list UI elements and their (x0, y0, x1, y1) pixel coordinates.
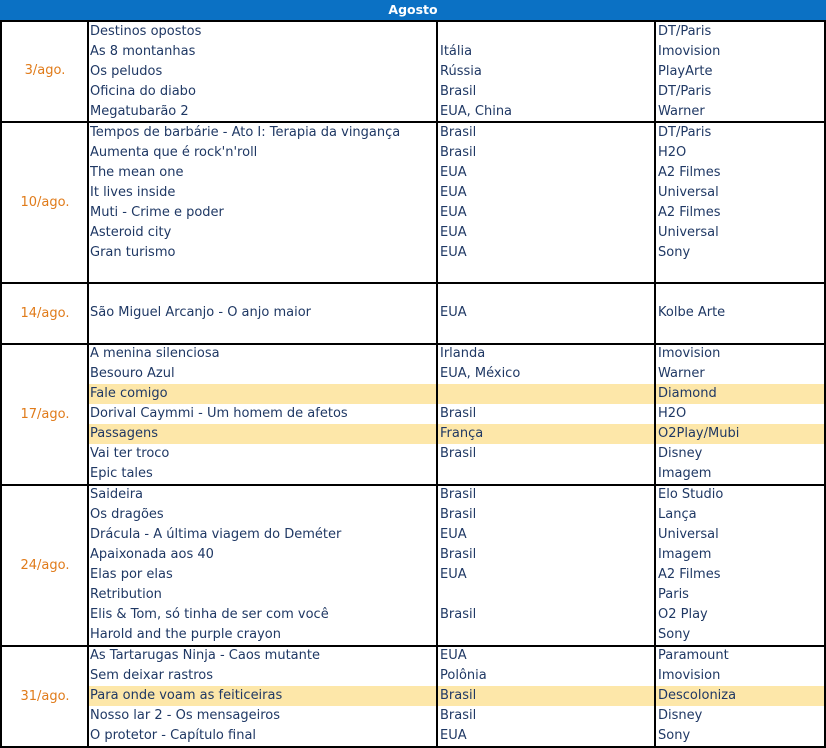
film-title-cell: Tempos de barbárie - Ato I: Terapia da vingança (90, 125, 401, 140)
column-divider (654, 20, 656, 747)
table-row (0, 424, 826, 444)
table-row (0, 666, 826, 686)
distributor-cell: Warner (658, 366, 705, 381)
film-title-cell: A menina silenciosa (90, 346, 220, 361)
film-title-cell: Apaixonada aos 40 (90, 547, 214, 562)
country-cell: EUA (440, 527, 467, 542)
country-cell: EUA (440, 205, 467, 220)
table-row (0, 22, 826, 42)
country-cell: Brasil (440, 547, 477, 562)
table-row (0, 625, 826, 645)
table-row (0, 203, 826, 223)
release-date-cell: 24/ago. (20, 558, 70, 573)
country-cell: EUA (440, 185, 467, 200)
header-divider (0, 20, 826, 22)
release-date-cell: 10/ago. (20, 195, 70, 210)
film-title-cell: Aumenta que é rock'n'roll (90, 145, 258, 160)
table-row (0, 303, 826, 323)
country-cell: Brasil (440, 487, 477, 502)
table-row (0, 143, 826, 163)
film-title-cell: Harold and the purple crayon (90, 627, 281, 642)
table-row (0, 545, 826, 565)
country-cell (440, 625, 653, 645)
table-row (0, 163, 826, 183)
film-title-cell: Destinos opostos (90, 24, 202, 39)
table-row (0, 686, 826, 706)
country-cell: EUA (440, 567, 467, 582)
film-title-cell: It lives inside (90, 185, 176, 200)
film-title-cell: Besouro Azul (90, 366, 175, 381)
distributor-cell: Universal (658, 527, 719, 542)
table-row (0, 123, 826, 143)
distributor-cell: Lança (658, 507, 697, 522)
country-cell: França (440, 426, 484, 441)
country-cell (440, 22, 653, 42)
table-row (0, 525, 826, 545)
distributor-cell: Imagem (658, 547, 712, 562)
country-cell: EUA (440, 305, 467, 320)
distributor-cell: Kolbe Arte (658, 305, 726, 320)
country-cell: Brasil (440, 84, 477, 99)
country-cell: Itália (440, 44, 473, 59)
column-divider (0, 20, 2, 747)
distributor-cell: H2O (658, 145, 687, 160)
table-row (0, 464, 826, 484)
film-title-cell: Os dragões (90, 507, 164, 522)
country-cell: Brasil (440, 446, 477, 461)
country-cell: EUA, China (440, 104, 513, 119)
distributor-cell: Diamond (658, 386, 717, 401)
country-cell: Brasil (440, 607, 477, 622)
table-row (0, 102, 826, 122)
table-row (0, 505, 826, 525)
table-row (0, 404, 826, 424)
country-cell: EUA (440, 728, 467, 743)
distributor-cell: Imovision (658, 44, 721, 59)
distributor-cell: Disney (658, 446, 703, 461)
country-cell: EUA (440, 245, 467, 260)
film-title-cell: Asteroid city (90, 225, 172, 240)
distributor-cell: Descoloniza (658, 688, 737, 703)
film-title-cell: The mean one (90, 165, 184, 180)
release-date-cell: 14/ago. (20, 306, 70, 321)
table-row (0, 565, 826, 585)
table-row (0, 62, 826, 82)
distributor-cell: Disney (658, 708, 703, 723)
distributor-cell: Sony (658, 627, 691, 642)
table-row (0, 344, 826, 364)
film-title-cell: Sem deixar rastros (90, 668, 214, 683)
film-title-cell: Os peludos (90, 64, 163, 79)
table-row (0, 646, 826, 666)
country-cell: Brasil (440, 507, 477, 522)
table-row (0, 585, 826, 605)
distributor-cell: Imagem (658, 466, 712, 481)
country-cell: Brasil (440, 688, 477, 703)
distributor-cell: Paramount (658, 648, 729, 663)
film-title-cell: Dorival Caymmi - Um homem de afetos (90, 406, 348, 421)
film-title-cell: Oficina do diabo (90, 84, 196, 99)
distributor-cell: DT/Paris (658, 125, 712, 140)
column-divider (436, 20, 438, 747)
distributor-cell: DT/Paris (658, 84, 712, 99)
film-title-cell: Retribution (90, 587, 162, 602)
group-divider (0, 282, 826, 284)
film-title-cell: São Miguel Arcanjo - O anjo maior (90, 305, 311, 320)
film-title-cell: O protetor - Capítulo final (90, 728, 257, 743)
distributor-cell: DT/Paris (658, 24, 712, 39)
country-cell: Brasil (440, 708, 477, 723)
country-cell: EUA (440, 165, 467, 180)
film-title-cell: Muti - Crime e poder (90, 205, 224, 220)
country-cell: EUA, México (440, 366, 521, 381)
distributor-cell: O2 Play (658, 607, 708, 622)
table-row (0, 384, 826, 404)
film-title-cell: Elas por elas (90, 567, 173, 582)
release-date-cell: 17/ago. (20, 407, 70, 422)
country-cell: Polônia (440, 668, 487, 683)
distributor-cell: Imovision (658, 346, 721, 361)
table-row (0, 364, 826, 384)
country-cell (440, 384, 653, 404)
distributor-cell: Sony (658, 728, 691, 743)
film-title-cell: Megatubarão 2 (90, 104, 189, 119)
film-title-cell: Epic tales (90, 466, 153, 481)
distributor-cell: O2Play/Mubi (658, 426, 740, 441)
table-row (0, 223, 826, 243)
film-title-cell: Saideira (90, 487, 144, 502)
month-header: Agosto (0, 0, 826, 20)
column-divider (87, 20, 89, 747)
table-row (0, 706, 826, 726)
table-row (0, 183, 826, 203)
country-cell: Brasil (440, 125, 477, 140)
table-row (0, 485, 826, 505)
distributor-cell: Warner (658, 104, 705, 119)
country-cell: Brasil (440, 145, 477, 160)
country-cell: Irlanda (440, 346, 486, 361)
distributor-cell: Paris (658, 587, 689, 602)
distributor-cell: Elo Studio (658, 487, 724, 502)
table-row (0, 82, 826, 102)
film-title-cell: Gran turismo (90, 245, 176, 260)
film-title-cell: Drácula - A última viagem do Deméter (90, 527, 342, 542)
release-date-cell: 3/ago. (24, 63, 66, 78)
release-date-cell: 31/ago. (20, 689, 70, 704)
film-title-cell: Passagens (90, 426, 158, 441)
film-title-cell: Vai ter troco (90, 446, 170, 461)
country-cell: Brasil (440, 406, 477, 421)
distributor-cell: Sony (658, 245, 691, 260)
distributor-cell: Imovision (658, 668, 721, 683)
distributor-cell: A2 Filmes (658, 567, 721, 582)
distributor-cell: Universal (658, 225, 719, 240)
film-title-cell: Para onde voam as feiticeiras (90, 688, 283, 703)
film-title-cell: Nosso lar 2 - Os mensageiros (90, 708, 281, 723)
country-cell (440, 585, 653, 605)
table-row (0, 243, 826, 263)
country-cell: EUA (440, 225, 467, 240)
distributor-cell: H2O (658, 406, 687, 421)
film-title-cell: As 8 montanhas (90, 44, 196, 59)
distributor-cell: Universal (658, 185, 719, 200)
country-cell (440, 464, 653, 484)
film-title-cell: Elis & Tom, só tinha de ser com você (90, 607, 329, 622)
distributor-cell: PlayArte (658, 64, 713, 79)
distributor-cell: A2 Filmes (658, 165, 721, 180)
film-title-cell: As Tartarugas Ninja - Caos mutante (90, 648, 320, 663)
table-row (0, 444, 826, 464)
film-title-cell: Fale comigo (90, 386, 168, 401)
table-row (0, 726, 826, 746)
country-cell: EUA (440, 648, 467, 663)
table-row (0, 42, 826, 62)
distributor-cell: A2 Filmes (658, 205, 721, 220)
country-cell: Rússia (440, 64, 482, 79)
table-row (0, 605, 826, 625)
